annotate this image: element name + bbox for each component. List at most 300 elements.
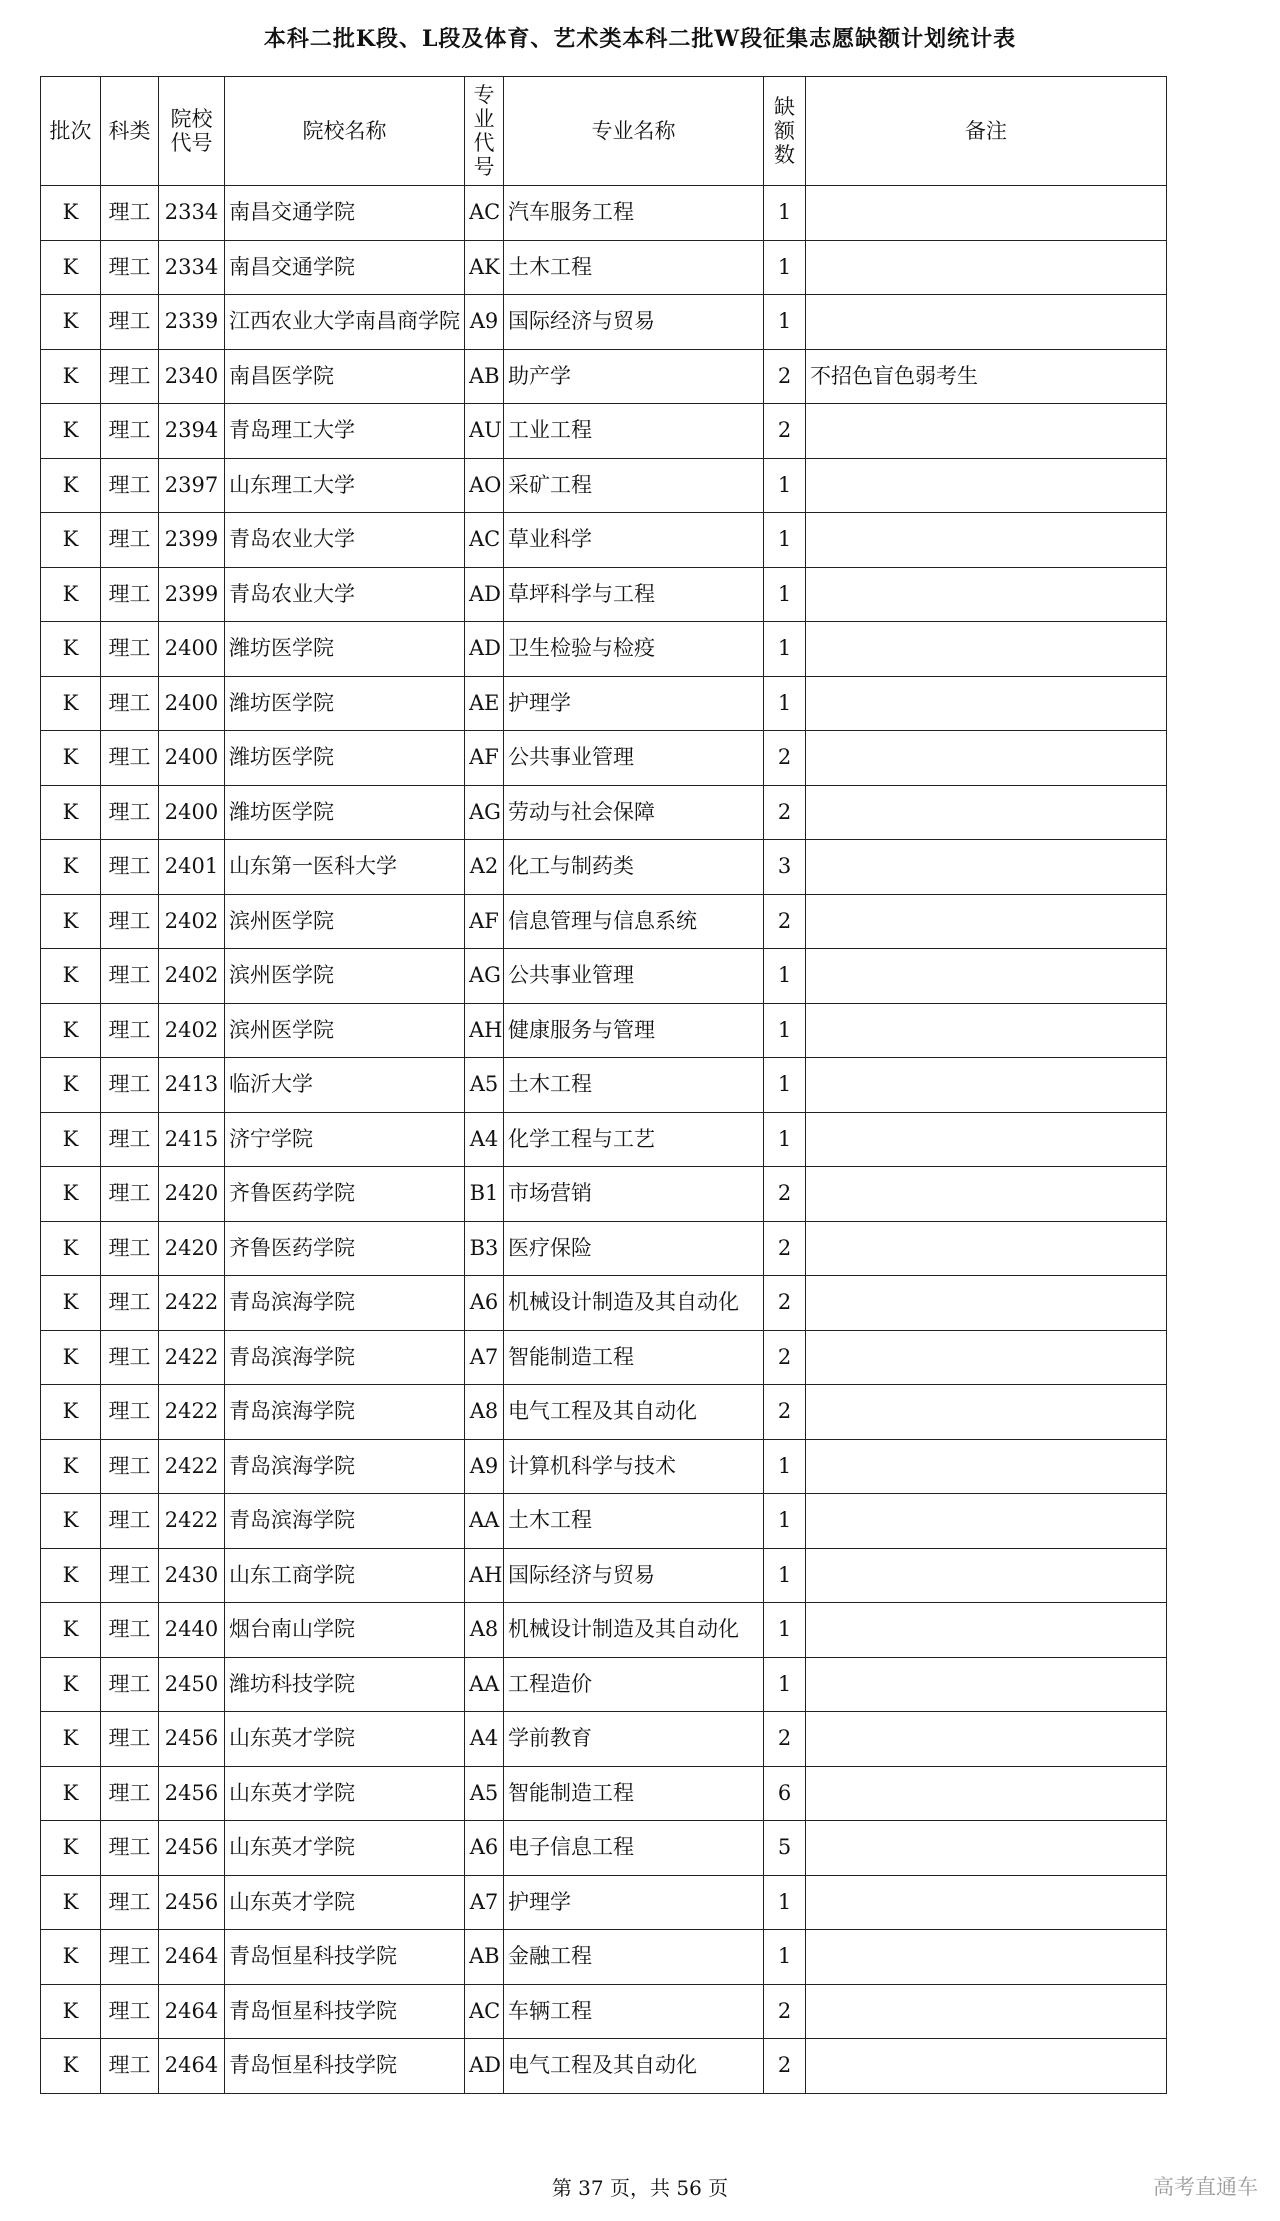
cell-major-name: 护理学	[504, 676, 764, 731]
cell-school-code: 2456	[159, 1821, 225, 1876]
cell-major-name: 健康服务与管理	[504, 1003, 764, 1058]
cell-batch: K	[41, 1003, 101, 1058]
cell-major-code: AF	[465, 894, 504, 949]
cell-major-name: 护理学	[504, 1875, 764, 1930]
cell-school-name: 滨州医学院	[225, 949, 465, 1004]
cell-school-name: 青岛恒星科技学院	[225, 2039, 465, 2094]
cell-major-code: AO	[465, 458, 504, 513]
cell-major-code: AG	[465, 785, 504, 840]
cell-school-name: 山东英才学院	[225, 1712, 465, 1767]
cell-vacancy: 2	[764, 1330, 806, 1385]
cell-category: 理工	[101, 1330, 159, 1385]
cell-major-name: 卫生检验与检疫	[504, 622, 764, 677]
cell-school-name: 潍坊科技学院	[225, 1657, 465, 1712]
cell-school-name: 烟台南山学院	[225, 1603, 465, 1658]
cell-major-name: 市场营销	[504, 1167, 764, 1222]
cell-category: 理工	[101, 1167, 159, 1222]
cell-vacancy: 1	[764, 622, 806, 677]
cell-major-name: 金融工程	[504, 1930, 764, 1985]
cell-batch: K	[41, 1385, 101, 1440]
cell-school-code: 2464	[159, 1984, 225, 2039]
cell-category: 理工	[101, 1439, 159, 1494]
table-row	[41, 1930, 1167, 1985]
cell-remark	[806, 240, 1167, 295]
cell-vacancy: 1	[764, 676, 806, 731]
cell-category: 理工	[101, 349, 159, 404]
cell-remark	[806, 894, 1167, 949]
cell-vacancy: 1	[764, 1657, 806, 1712]
cell-major-code: AK	[465, 240, 504, 295]
cell-batch: K	[41, 676, 101, 731]
table-row	[41, 1003, 1167, 1058]
header-school-name: 院校名称	[225, 77, 465, 186]
table-row	[41, 622, 1167, 677]
cell-category: 理工	[101, 1494, 159, 1549]
cell-vacancy: 1	[764, 1003, 806, 1058]
cell-school-code: 2422	[159, 1276, 225, 1331]
cell-remark	[806, 1058, 1167, 1113]
table-row	[41, 567, 1167, 622]
cell-major-code: AC	[465, 513, 504, 568]
cell-remark	[806, 949, 1167, 1004]
table-row	[41, 1712, 1167, 1767]
cell-major-code: A2	[465, 840, 504, 895]
cell-major-name: 机械设计制造及其自动化	[504, 1276, 764, 1331]
table-row	[41, 731, 1167, 786]
cell-major-code: A8	[465, 1385, 504, 1440]
cell-school-name: 青岛滨海学院	[225, 1494, 465, 1549]
cell-major-name: 土木工程	[504, 1058, 764, 1113]
cell-category: 理工	[101, 949, 159, 1004]
table-row	[41, 1657, 1167, 1712]
cell-major-name: 工程造价	[504, 1657, 764, 1712]
cell-major-name: 学前教育	[504, 1712, 764, 1767]
cell-batch: K	[41, 1548, 101, 1603]
table-row	[41, 1439, 1167, 1494]
cell-major-code: A9	[465, 1439, 504, 1494]
cell-vacancy: 2	[764, 1984, 806, 2039]
cell-major-code: AH	[465, 1548, 504, 1603]
cell-remark	[806, 1930, 1167, 1985]
cell-school-code: 2456	[159, 1875, 225, 1930]
cell-remark	[806, 404, 1167, 459]
cell-school-code: 2464	[159, 1930, 225, 1985]
cell-school-code: 2402	[159, 949, 225, 1004]
cell-batch: K	[41, 2039, 101, 2094]
cell-batch: K	[41, 404, 101, 459]
cell-major-name: 土木工程	[504, 1494, 764, 1549]
table-row	[41, 1603, 1167, 1658]
cell-vacancy: 2	[764, 894, 806, 949]
cell-vacancy: 1	[764, 1494, 806, 1549]
cell-school-name: 青岛农业大学	[225, 513, 465, 568]
cell-batch: K	[41, 513, 101, 568]
cell-major-name: 采矿工程	[504, 458, 764, 513]
cell-category: 理工	[101, 1657, 159, 1712]
cell-remark	[806, 1984, 1167, 2039]
cell-school-name: 南昌交通学院	[225, 186, 465, 241]
cell-major-name: 公共事业管理	[504, 949, 764, 1004]
page-number: 第 37 页，共 56 页	[551, 2176, 729, 2200]
cell-category: 理工	[101, 2039, 159, 2094]
cell-remark	[806, 622, 1167, 677]
cell-remark	[806, 567, 1167, 622]
cell-batch: K	[41, 1930, 101, 1985]
cell-vacancy: 6	[764, 1766, 806, 1821]
cell-vacancy: 1	[764, 567, 806, 622]
cell-major-code: A4	[465, 1112, 504, 1167]
cell-major-name: 化工与制药类	[504, 840, 764, 895]
cell-major-name: 助产学	[504, 349, 764, 404]
cell-major-name: 电气工程及其自动化	[504, 2039, 764, 2094]
cell-major-code: AU	[465, 404, 504, 459]
cell-major-code: AB	[465, 1930, 504, 1985]
cell-category: 理工	[101, 1385, 159, 1440]
cell-major-name: 化学工程与工艺	[504, 1112, 764, 1167]
cell-school-name: 青岛农业大学	[225, 567, 465, 622]
cell-major-name: 电子信息工程	[504, 1821, 764, 1876]
cell-school-code: 2402	[159, 894, 225, 949]
cell-remark	[806, 1766, 1167, 1821]
vacancy-table	[40, 76, 1167, 2094]
cell-school-name: 南昌医学院	[225, 349, 465, 404]
cell-school-code: 2401	[159, 840, 225, 895]
table-row	[41, 1821, 1167, 1876]
table-row	[41, 894, 1167, 949]
cell-remark	[806, 1330, 1167, 1385]
cell-major-name: 机械设计制造及其自动化	[504, 1603, 764, 1658]
cell-remark	[806, 840, 1167, 895]
cell-batch: K	[41, 349, 101, 404]
cell-major-code: B3	[465, 1221, 504, 1276]
cell-school-code: 2450	[159, 1657, 225, 1712]
cell-major-name: 智能制造工程	[504, 1766, 764, 1821]
cell-vacancy: 2	[764, 1712, 806, 1767]
cell-major-name: 信息管理与信息系统	[504, 894, 764, 949]
cell-category: 理工	[101, 1003, 159, 1058]
cell-major-code: A5	[465, 1058, 504, 1113]
cell-major-code: A6	[465, 1821, 504, 1876]
cell-major-code: AC	[465, 1984, 504, 2039]
cell-batch: K	[41, 1276, 101, 1331]
cell-school-code: 2456	[159, 1766, 225, 1821]
cell-school-name: 滨州医学院	[225, 1003, 465, 1058]
cell-school-code: 2400	[159, 676, 225, 731]
cell-major-code: AA	[465, 1657, 504, 1712]
cell-batch: K	[41, 731, 101, 786]
cell-school-name: 青岛滨海学院	[225, 1439, 465, 1494]
cell-batch: K	[41, 1167, 101, 1222]
cell-category: 理工	[101, 894, 159, 949]
table-row	[41, 676, 1167, 731]
cell-vacancy: 1	[764, 186, 806, 241]
cell-remark: 不招色盲色弱考生	[806, 349, 1167, 404]
cell-major-code: A7	[465, 1875, 504, 1930]
table-row	[41, 1385, 1167, 1440]
cell-school-name: 滨州医学院	[225, 894, 465, 949]
cell-remark	[806, 676, 1167, 731]
cell-vacancy: 1	[764, 1930, 806, 1985]
cell-category: 理工	[101, 458, 159, 513]
cell-category: 理工	[101, 1875, 159, 1930]
cell-major-code: A6	[465, 1276, 504, 1331]
cell-major-name: 国际经济与贸易	[504, 295, 764, 350]
cell-vacancy: 1	[764, 1548, 806, 1603]
cell-vacancy: 1	[764, 513, 806, 568]
cell-category: 理工	[101, 676, 159, 731]
cell-vacancy: 1	[764, 1439, 806, 1494]
cell-school-code: 2399	[159, 513, 225, 568]
cell-batch: K	[41, 1058, 101, 1113]
cell-remark	[806, 295, 1167, 350]
table-row	[41, 840, 1167, 895]
cell-vacancy: 2	[764, 1276, 806, 1331]
cell-major-code: AE	[465, 676, 504, 731]
cell-remark	[806, 1221, 1167, 1276]
cell-major-name: 公共事业管理	[504, 731, 764, 786]
cell-school-code: 2400	[159, 731, 225, 786]
cell-school-code: 2422	[159, 1494, 225, 1549]
cell-remark	[806, 1112, 1167, 1167]
header-major-name: 专业名称	[504, 77, 764, 186]
cell-major-name: 土木工程	[504, 240, 764, 295]
cell-school-code: 2339	[159, 295, 225, 350]
cell-major-code: AB	[465, 349, 504, 404]
cell-school-code: 2420	[159, 1221, 225, 1276]
cell-category: 理工	[101, 186, 159, 241]
cell-batch: K	[41, 1984, 101, 2039]
cell-remark	[806, 1657, 1167, 1712]
cell-school-name: 山东英才学院	[225, 1821, 465, 1876]
table-row	[41, 349, 1167, 404]
cell-major-code: AG	[465, 949, 504, 1004]
cell-category: 理工	[101, 785, 159, 840]
cell-school-name: 临沂大学	[225, 1058, 465, 1113]
cell-vacancy: 2	[764, 349, 806, 404]
cell-major-name: 医疗保险	[504, 1221, 764, 1276]
cell-category: 理工	[101, 1112, 159, 1167]
cell-remark	[806, 1003, 1167, 1058]
cell-major-name: 智能制造工程	[504, 1330, 764, 1385]
cell-major-code: AD	[465, 622, 504, 677]
cell-batch: K	[41, 840, 101, 895]
cell-remark	[806, 1494, 1167, 1549]
cell-remark	[806, 1875, 1167, 1930]
cell-school-code: 2464	[159, 2039, 225, 2094]
cell-school-code: 2422	[159, 1439, 225, 1494]
cell-vacancy: 3	[764, 840, 806, 895]
table-row	[41, 1984, 1167, 2039]
cell-school-name: 潍坊医学院	[225, 785, 465, 840]
table-row	[41, 1058, 1167, 1113]
cell-major-name: 劳动与社会保障	[504, 785, 764, 840]
cell-category: 理工	[101, 731, 159, 786]
cell-category: 理工	[101, 567, 159, 622]
cell-major-name: 工业工程	[504, 404, 764, 459]
cell-school-code: 2340	[159, 349, 225, 404]
watermark: 高考直通车	[1153, 2175, 1258, 2199]
cell-major-code: A7	[465, 1330, 504, 1385]
table-row	[41, 1112, 1167, 1167]
cell-major-name: 电气工程及其自动化	[504, 1385, 764, 1440]
table-row	[41, 1494, 1167, 1549]
header-row	[41, 77, 1167, 186]
cell-major-code: A4	[465, 1712, 504, 1767]
cell-batch: K	[41, 567, 101, 622]
table-row	[41, 458, 1167, 513]
cell-school-code: 2413	[159, 1058, 225, 1113]
cell-school-name: 青岛滨海学院	[225, 1385, 465, 1440]
cell-remark	[806, 1276, 1167, 1331]
cell-remark	[806, 1439, 1167, 1494]
cell-school-code: 2440	[159, 1603, 225, 1658]
cell-vacancy: 2	[764, 404, 806, 459]
cell-vacancy: 1	[764, 1875, 806, 1930]
cell-batch: K	[41, 949, 101, 1004]
cell-remark	[806, 513, 1167, 568]
header-major-code	[465, 77, 504, 186]
cell-category: 理工	[101, 240, 159, 295]
cell-school-name: 齐鲁医药学院	[225, 1221, 465, 1276]
cell-major-code: A8	[465, 1603, 504, 1658]
cell-major-code: B1	[465, 1167, 504, 1222]
cell-remark	[806, 1821, 1167, 1876]
cell-category: 理工	[101, 404, 159, 459]
table-row	[41, 1766, 1167, 1821]
cell-remark	[806, 1603, 1167, 1658]
cell-major-code: AA	[465, 1494, 504, 1549]
header-school-code-label: 院校代号	[170, 107, 213, 155]
cell-vacancy: 5	[764, 1821, 806, 1876]
cell-batch: K	[41, 1821, 101, 1876]
cell-remark	[806, 186, 1167, 241]
table-row	[41, 1330, 1167, 1385]
cell-category: 理工	[101, 513, 159, 568]
cell-batch: K	[41, 785, 101, 840]
cell-major-name: 计算机科学与技术	[504, 1439, 764, 1494]
cell-remark	[806, 1385, 1167, 1440]
cell-school-name: 青岛恒星科技学院	[225, 1930, 465, 1985]
cell-school-code: 2334	[159, 186, 225, 241]
cell-remark	[806, 1167, 1167, 1222]
cell-batch: K	[41, 458, 101, 513]
cell-school-code: 2397	[159, 458, 225, 513]
cell-school-name: 山东工商学院	[225, 1548, 465, 1603]
cell-batch: K	[41, 240, 101, 295]
cell-school-code: 2430	[159, 1548, 225, 1603]
cell-vacancy: 2	[764, 1167, 806, 1222]
cell-category: 理工	[101, 1930, 159, 1985]
cell-remark	[806, 731, 1167, 786]
cell-major-code: AD	[465, 567, 504, 622]
cell-vacancy: 2	[764, 1221, 806, 1276]
cell-category: 理工	[101, 1712, 159, 1767]
cell-school-code: 2394	[159, 404, 225, 459]
cell-batch: K	[41, 1494, 101, 1549]
cell-major-name: 车辆工程	[504, 1984, 764, 2039]
cell-school-code: 2334	[159, 240, 225, 295]
cell-major-code: A9	[465, 295, 504, 350]
cell-school-code: 2400	[159, 622, 225, 677]
cell-major-name: 国际经济与贸易	[504, 1548, 764, 1603]
header-category: 科类	[101, 77, 159, 186]
cell-category: 理工	[101, 1276, 159, 1331]
cell-school-code: 2456	[159, 1712, 225, 1767]
cell-school-name: 齐鲁医药学院	[225, 1167, 465, 1222]
cell-school-name: 江西农业大学南昌商学院	[225, 295, 465, 350]
cell-school-code: 2400	[159, 785, 225, 840]
cell-school-name: 山东英才学院	[225, 1766, 465, 1821]
cell-remark	[806, 1548, 1167, 1603]
cell-category: 理工	[101, 1766, 159, 1821]
table-row	[41, 785, 1167, 840]
cell-school-name: 山东理工大学	[225, 458, 465, 513]
cell-batch: K	[41, 894, 101, 949]
cell-school-name: 青岛理工大学	[225, 404, 465, 459]
header-vacancy-label: 缺额数	[774, 95, 795, 167]
table-row	[41, 1548, 1167, 1603]
cell-major-code: AD	[465, 2039, 504, 2094]
cell-batch: K	[41, 1330, 101, 1385]
header-major-code-label: 专业代号	[473, 83, 495, 179]
cell-vacancy: 1	[764, 240, 806, 295]
cell-major-name: 草坪科学与工程	[504, 567, 764, 622]
cell-school-name: 青岛恒星科技学院	[225, 1984, 465, 2039]
cell-remark	[806, 2039, 1167, 2094]
cell-school-code: 2422	[159, 1385, 225, 1440]
cell-batch: K	[41, 1766, 101, 1821]
cell-category: 理工	[101, 1821, 159, 1876]
cell-school-code: 2402	[159, 1003, 225, 1058]
table-row	[41, 186, 1167, 241]
cell-major-code: AC	[465, 186, 504, 241]
table-row	[41, 240, 1167, 295]
cell-school-code: 2422	[159, 1330, 225, 1385]
table-row	[41, 513, 1167, 568]
cell-major-code: AH	[465, 1003, 504, 1058]
cell-vacancy: 1	[764, 295, 806, 350]
header-school-code	[159, 77, 225, 186]
header-batch: 批次	[41, 77, 101, 186]
table-row	[41, 1875, 1167, 1930]
cell-category: 理工	[101, 622, 159, 677]
cell-vacancy: 1	[764, 1112, 806, 1167]
cell-batch: K	[41, 1712, 101, 1767]
cell-category: 理工	[101, 1221, 159, 1276]
cell-batch: K	[41, 1112, 101, 1167]
cell-batch: K	[41, 1221, 101, 1276]
cell-batch: K	[41, 622, 101, 677]
cell-vacancy: 2	[764, 731, 806, 786]
cell-vacancy: 2	[764, 1385, 806, 1440]
cell-category: 理工	[101, 1058, 159, 1113]
cell-major-name: 草业科学	[504, 513, 764, 568]
cell-vacancy: 1	[764, 949, 806, 1004]
cell-school-name: 潍坊医学院	[225, 676, 465, 731]
cell-school-code: 2420	[159, 1167, 225, 1222]
cell-school-name: 南昌交通学院	[225, 240, 465, 295]
cell-batch: K	[41, 295, 101, 350]
cell-category: 理工	[101, 840, 159, 895]
cell-vacancy: 2	[764, 2039, 806, 2094]
cell-batch: K	[41, 1875, 101, 1930]
header-vacancy	[764, 77, 806, 186]
table-row	[41, 949, 1167, 1004]
cell-school-code: 2415	[159, 1112, 225, 1167]
cell-category: 理工	[101, 1548, 159, 1603]
table-row	[41, 1221, 1167, 1276]
cell-batch: K	[41, 1439, 101, 1494]
